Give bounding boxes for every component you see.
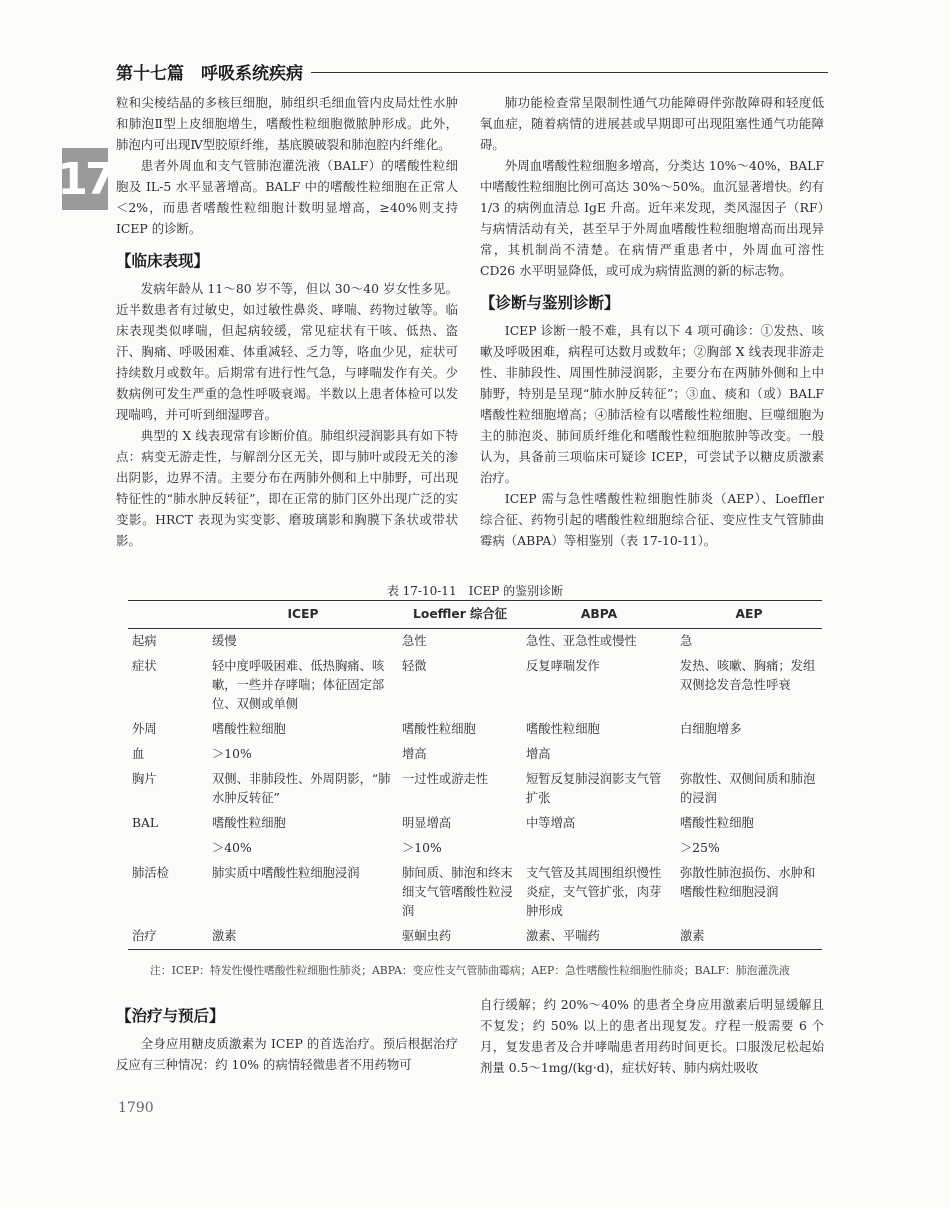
table-cell: 起病 xyxy=(132,634,157,648)
left-paragraph-4: 典型的 X 线表现常有诊断价值。肺组织浸润影具有如下特点：病变无游走性，与解剖分区无关，即与肺叶或段无关的渗出阴影，边界不清。主要分布在两肺外侧和上中肺野，可出现特征性的“肺水肿反转征”，即在正常的肺门区外出现广泛的实变影。HRCT 表现为实变影、磨玻璃影和胸膜下条状或带状影。 xyxy=(116,428,458,548)
table-row xyxy=(128,767,822,811)
right-paragraph-1: 肺功能检查常呈限制性通气功能障碍伴弥散障碍和轻度低氧血症，随着病情的进展甚或早期即可出现阻塞性通气功能障碍。 xyxy=(480,95,824,152)
section-heading-diagnosis: 【诊断与鉴别诊断】 xyxy=(480,294,620,312)
table-cell: 中等增高 xyxy=(526,816,576,830)
table-cell: 轻中度呼吸困难、低热胸痛、咳嗽，一些并存哮喘；体征固定部位、双侧或单侧 xyxy=(212,659,385,711)
table-cell: ＞10% xyxy=(212,747,252,761)
page-number: 1790 xyxy=(118,1100,154,1116)
right-paragraph-3: ICEP 诊断一般不难，具有以下 4 项可确诊：①发热、咳嗽及呼吸困难，病程可达数月或数年；②胸部 X 线表现非游走性、非肺段性、周围性肺浸润影，主要分布在两肺外侧和上中肺野，特别是呈现“肺水肿反转征”；③血、痰和（或）BALF 嗜酸性粒细胞增高；④肺活检有以嗜酸性粒细胞、巨噬细胞为主的肺泡炎、肺间质纤维化和嗜酸性粒细胞脓肿等改变。一般认为，具备前三项临床可疑诊 ICEP，可尝试予以糖皮质激素治疗。 xyxy=(480,323,824,485)
right-paragraph-4: ICEP 需与急性嗜酸性粒细胞性肺炎（AEP）、Loeffler 综合征、药物引起的嗜酸性粒细胞综合征、变应性支气管肺曲霉病（ABPA）等相鉴别（表 17-10-11）。 xyxy=(480,491,824,548)
table-cell: 双侧、非肺段性、外周阴影，“肺水肿反转征” xyxy=(212,772,391,805)
table-cell xyxy=(676,742,822,767)
table-cell: 短暂反复肺浸润影支气管扩张 xyxy=(526,772,662,805)
section-heading-treatment: 【治疗与预后】 xyxy=(116,1007,225,1025)
table-cell: 支气管及其周围组织慢性炎症，支气管扩张，肉芽肿形成 xyxy=(526,866,662,918)
table-cell: 肺活检 xyxy=(132,866,169,880)
table-row xyxy=(128,717,822,742)
table-cell: 症状 xyxy=(132,659,157,673)
table-cell: 白细胞增多 xyxy=(680,722,742,736)
table-cell xyxy=(128,836,208,861)
bottom-left-paragraph: 全身应用糖皮质激素为 ICEP 的首选治疗。预后根据治疗反应有三种情况：约 10% 的病情轻微患者不用药物可 xyxy=(116,1036,458,1072)
table-cell: 急 xyxy=(680,634,693,648)
differential-diagnosis-table xyxy=(128,600,822,950)
table-cell: 弥散性、双侧间质和肺泡的浸润 xyxy=(680,772,816,805)
table-cell: 嗜酸性粒细胞 xyxy=(402,722,476,736)
running-header xyxy=(116,58,828,84)
table-cell: 急性、亚急性或慢性 xyxy=(526,634,637,648)
table-cell: 反复哮喘发作 xyxy=(526,659,600,673)
table-cell: 驱蛔虫药 xyxy=(398,924,522,950)
table-cell: 一过性或游走性 xyxy=(402,772,489,786)
table-caption: 表 17-10-11 ICEP 的鉴别诊断 xyxy=(386,584,564,598)
table-cell: 发热、咳嗽、胸痛；发组双侧捻发音急性呼衰 xyxy=(680,659,816,692)
right-column xyxy=(480,92,824,551)
table-cell: ＞25% xyxy=(680,841,720,855)
left-paragraph-3: 发病年龄从 11～80 岁不等，但以 30～40 岁女性多见。近半数患者有过敏史，如过敏性鼻炎、哮喘、药物过敏等。临床表现类似哮喘，但起病较缓，常见症状有干咳、低热、盗汗、胸痛、呼吸困难、体重减轻、乏力等，咯血少见，症状可持续数月或数年。后期常有进行性气急，与哮喘发作有关。少数病例可发生严重的急性呼吸衰竭。半数以上患者体检可以发现喘鸣，并可听到细湿啰音。 xyxy=(116,281,458,422)
table-note: 注：ICEP：特发性慢性嗜酸性粒细胞性肺炎；ABPA：变应性支气管肺曲霉病；AEP：急性嗜酸性粒细胞性肺炎；BALF：肺泡灌洗液 xyxy=(150,964,790,977)
table-cell: 肺实质中嗜酸性粒细胞浸润 xyxy=(212,866,360,880)
table-cell: 轻微 xyxy=(402,659,427,673)
table-cell: 血 xyxy=(132,747,145,761)
chapter-tab: 17 xyxy=(62,148,108,210)
table-cell: 治疗 xyxy=(128,924,208,950)
table-cell: 激素、平喘药 xyxy=(522,924,676,950)
table-cell: 明显增高 xyxy=(402,816,452,830)
table-cell: 外周 xyxy=(132,722,157,736)
header-rule xyxy=(311,72,828,73)
bottom-right-paragraph: 自行缓解；约 20%～40% 的患者全身应用激素后明显缓解且不复发；约 50% 以上的患者出现复发。疗程一般需要 6 个月，复发患者及合并哮喘患者用药时间更长。口服泼尼松起始剂量 0.5～1mg/(kg·d)，症状好转、肺内病灶吸收 xyxy=(480,997,824,1075)
left-paragraph-1: 粒和尖棱结晶的多核巨细胞，肺组织毛细血管内皮局灶性水肿和肺泡Ⅱ型上皮细胞增生，嗜酸性粒细胞微脓肿形成。此外，肺泡内可出现Ⅳ型胶原纤维，基底膜破裂和肺泡腔内纤维化。 xyxy=(116,95,458,152)
table-row xyxy=(128,742,822,767)
table-row xyxy=(128,861,822,924)
table-row xyxy=(128,836,822,861)
table-cell: ＞10% xyxy=(402,841,442,855)
table-row xyxy=(128,654,822,717)
table-header-row xyxy=(128,601,822,629)
table-row xyxy=(128,924,822,950)
table-cell: 激素 xyxy=(676,924,822,950)
table-row xyxy=(128,629,822,655)
table-header-cell: Loeffler 综合征 xyxy=(398,601,522,629)
table-header-cell xyxy=(128,601,208,629)
table-header-cell: ICEP xyxy=(208,601,398,629)
table-cell: 缓慢 xyxy=(212,634,237,648)
table-cell: 弥散性肺泡损伤、水肿和嗜酸性粒细胞浸润 xyxy=(680,866,816,899)
section-heading-clinical: 【临床表现】 xyxy=(116,252,210,270)
table-header-cell: AEP xyxy=(676,601,822,629)
table-cell: ＞40% xyxy=(212,841,252,855)
table-cell: 激素 xyxy=(208,924,398,950)
bottom-left-column xyxy=(116,1004,458,1075)
table-cell: 增高 xyxy=(402,747,427,761)
left-paragraph-2: 患者外周血和支气管肺泡灌洗液（BALF）的嗜酸性粒细胞及 IL-5 水平显著增高。BALF 中的嗜酸性粒细胞在正常人＜2%，而患者嗜酸性粒细胞计数明显增高，≥40%则支持 ICEP 的诊断。 xyxy=(116,158,458,236)
table-cell: 增高 xyxy=(526,747,551,761)
section-title: 第十七篇 呼吸系统疾病 xyxy=(116,63,303,84)
table-cell: 肺间质、肺泡和终末细支气管嗜酸性粒浸润 xyxy=(402,866,513,918)
table-cell: 嗜酸性粒细胞 xyxy=(212,722,286,736)
left-column xyxy=(116,92,458,551)
table-header-cell: ABPA xyxy=(522,601,676,629)
bottom-right-column xyxy=(480,994,824,1078)
right-paragraph-2: 外周血嗜酸性粒细胞多增高，分类达 10%～40%，BALF 中嗜酸性粒细胞比例可高达 30%～50%。血沉显著增快。约有 1/3 的病例血清总 IgE 升高。近年来发现，类风湿因子（RF）与病情活动有关，甚至早于外周血嗜酸性粒细胞增高而出现异常，其机制尚不清楚。在病情严重患者中，外周血可溶性 CD26 水平明显降低，或可成为病情监测的新的标志物。 xyxy=(480,158,825,278)
table-cell xyxy=(522,836,676,861)
table-cell: 嗜酸性粒细胞 xyxy=(680,816,754,830)
table-cell: 胸片 xyxy=(132,772,157,786)
table-row xyxy=(128,811,822,836)
table-cell: 嗜酸性粒细胞 xyxy=(212,816,286,830)
table-cell: 嗜酸性粒细胞 xyxy=(526,722,600,736)
table-cell: 急性 xyxy=(402,634,427,648)
table-cell: BAL xyxy=(132,816,159,830)
